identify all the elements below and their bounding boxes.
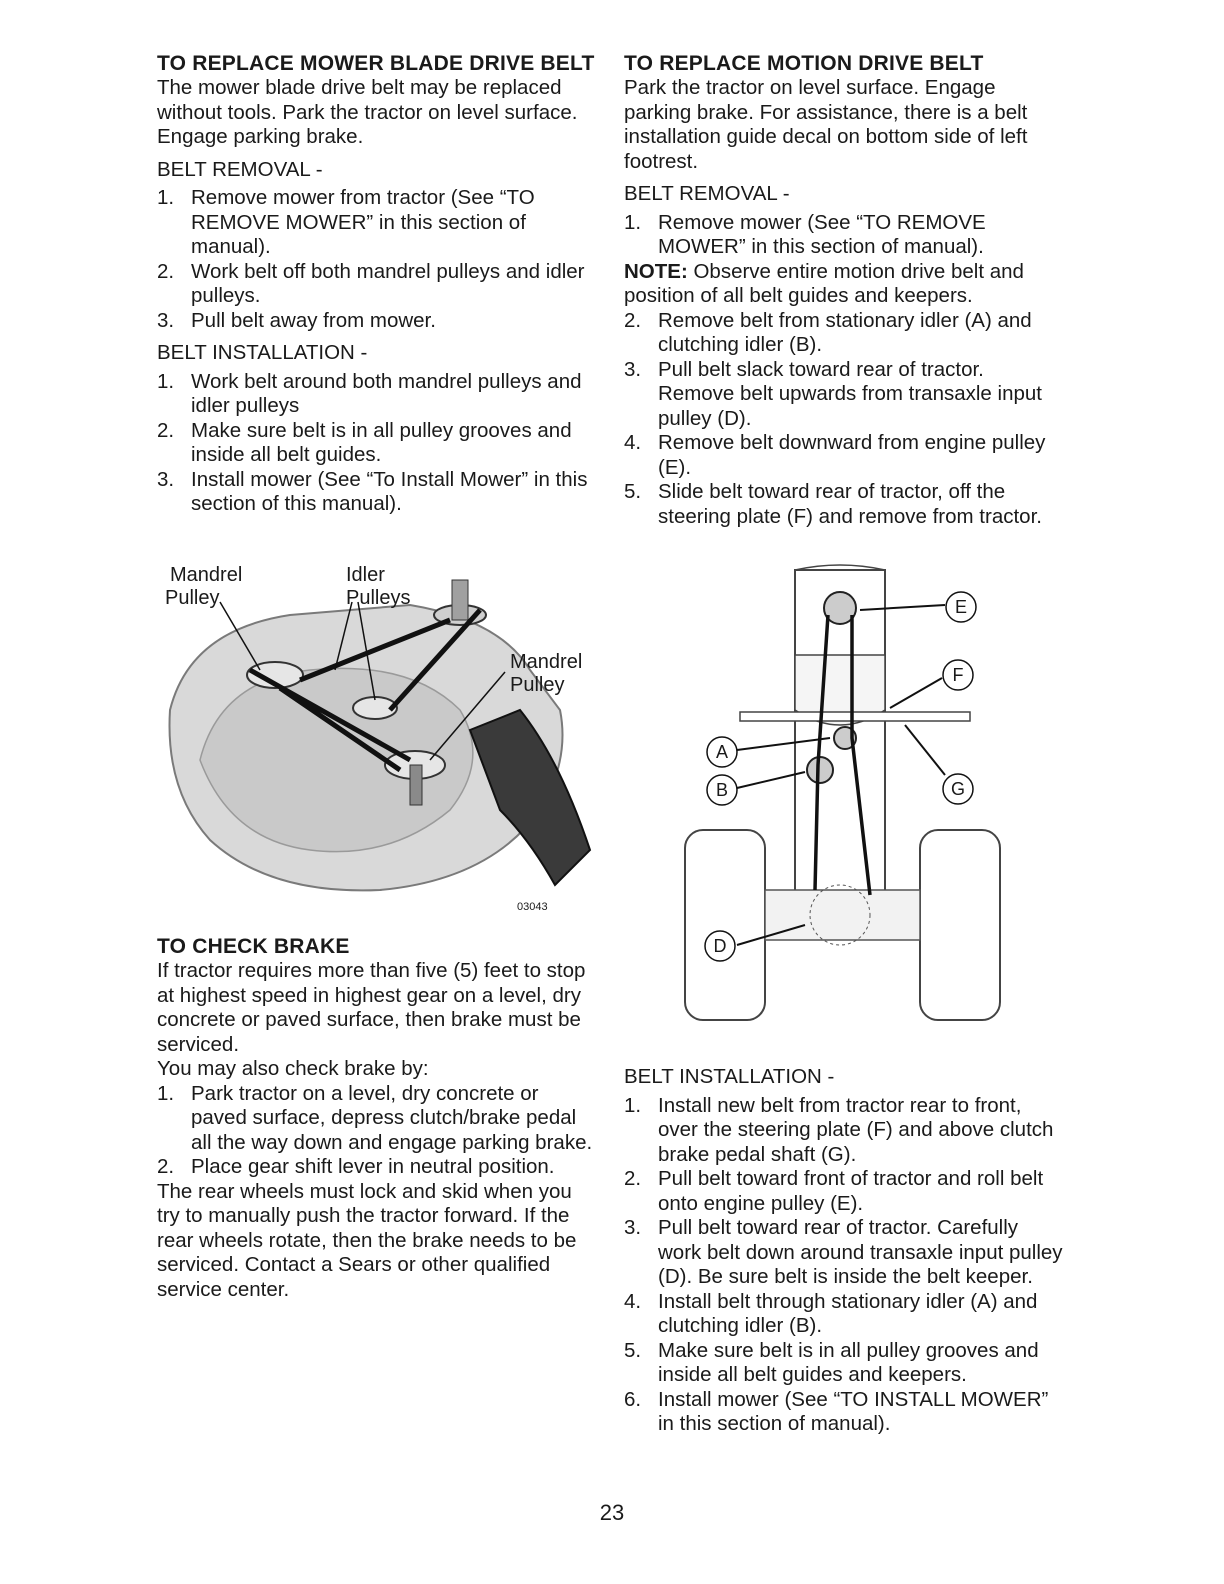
- list-item: 1. Remove mower (See “TO REMOVE MOWER” in this section of manual).: [624, 210, 986, 258]
- note-text: Observe entire motion drive belt and position of all belt guides and keepers.: [624, 259, 1024, 307]
- list-item: 2. Place gear shift lever in neutral position.: [157, 1155, 555, 1178]
- list-item: 3. Install mower (See “To Install Mower” in this section of this manual).: [157, 467, 588, 515]
- brake-steps: [157, 1082, 597, 1180]
- motion-belt-install-heading: BELT INSTALLATION -: [624, 1065, 835, 1088]
- brake-section: [157, 935, 597, 1302]
- left-rear-wheel-shape: [685, 830, 765, 1020]
- label-mandrel-right-2: Pulley: [510, 674, 565, 696]
- callout-d: D: [713, 936, 727, 956]
- mower-belt-intro: The mower blade drive belt may be replaced without tools. Park the tractor on level surface. Engage parking brake.: [157, 76, 578, 148]
- motion-belt-heading: TO REPLACE MOTION DRIVE BELT: [624, 52, 984, 75]
- mower-belt-heading: TO REPLACE MOWER BLADE DRIVE BELT: [157, 52, 595, 75]
- brake-also: You may also check brake by:: [157, 1057, 429, 1080]
- callout-g: G: [950, 779, 966, 799]
- motion-belt-install-steps: [624, 1094, 1064, 1437]
- note-label: NOTE:: [624, 259, 688, 283]
- mower-belt-removal-heading: BELT REMOVAL -: [157, 157, 323, 181]
- label-idler-2: Pulleys: [346, 587, 411, 609]
- mower-deck-figure: [160, 560, 600, 920]
- list-item: 5. Make sure belt is in all pulley grooves and inside all belt guides and keepers.: [624, 1338, 1039, 1386]
- list-item: 2. Make sure belt is in all pulley grooves and inside all belt guides.: [157, 418, 572, 466]
- mower-belt-install-steps: [157, 370, 597, 517]
- motion-belt-intro: Park the tractor on level surface. Engage parking brake. For assistance, there is a belt installation guide decal on bottom side of left footrest.: [624, 76, 1028, 173]
- list-item: 2. Pull belt toward front of tractor and roll belt onto engine pulley (E).: [624, 1167, 1044, 1215]
- callout-f: F: [952, 665, 964, 685]
- motion-belt-note: [624, 260, 1064, 309]
- motion-belt-install-section: [624, 1065, 1064, 1437]
- pedal-shaft-shape: [740, 712, 970, 721]
- label-mandrel-right-1: Mandrel: [510, 651, 583, 673]
- callout-b: B: [715, 780, 729, 800]
- list-item: 1. Remove mower from tractor (See “TO REMOVE MOWER” in this section of manual).: [157, 186, 535, 258]
- list-item: 3. Pull belt away from mower.: [157, 308, 436, 332]
- page-number: 23: [599, 1500, 625, 1525]
- brake-closing: The rear wheels must lock and skid when you try to manually push the tractor forward. If the rear wheels rotate, then the brake needs to be serviced. Contact a Sears or other qualified service center.: [157, 1179, 577, 1301]
- callout-a: A: [715, 742, 729, 762]
- list-item: 4. Install belt through stationary idler (A) and clutching idler (B).: [624, 1289, 1038, 1337]
- list-item: 3. Pull belt slack toward rear of tractor. Remove belt upwards from transaxle input pulley (D).: [624, 357, 1042, 430]
- list-item: 4. Remove belt downward from engine pulley (E).: [624, 431, 1046, 479]
- list-item: 1. Work belt around both mandrel pulleys and idler pulleys: [157, 369, 582, 417]
- left-column: [157, 52, 597, 517]
- mower-belt-install-heading: BELT INSTALLATION -: [157, 341, 368, 364]
- label-mandrel-left-1: Mandrel: [170, 564, 243, 586]
- label-mandrel-left-2: Pulley: [165, 587, 220, 609]
- list-item: 1. Install new belt from tractor rear to front, over the steering plate (F) and above clutch brake pedal shaft (G).: [624, 1093, 1054, 1166]
- right-rear-wheel-shape: [920, 830, 1000, 1020]
- motion-belt-removal-step-1: [624, 211, 1064, 260]
- transaxle-shape: [765, 890, 920, 940]
- list-item: 3. Pull belt toward rear of tractor. Carefully work belt down around transaxle input pulley (D). Be sure belt is inside the belt keeper.: [624, 1216, 1063, 1288]
- motion-belt-removal-heading: BELT REMOVAL -: [624, 182, 790, 205]
- figure-code: 03043: [517, 901, 548, 913]
- list-item: 1. Park tractor on a level, dry concrete or paved surface, depress clutch/brake pedal all the way down and engage parking brake.: [157, 1081, 593, 1154]
- label-idler-1: Idler: [346, 564, 385, 586]
- list-item: 2. Remove belt from stationary idler (A) and clutching idler (B).: [624, 308, 1032, 356]
- list-item: 2. Work belt off both mandrel pulleys and idler pulleys.: [157, 259, 585, 307]
- list-item: 6. Install mower (See “TO INSTALL MOWER” in this section of manual).: [624, 1387, 1049, 1435]
- brake-heading: TO CHECK BRAKE: [157, 935, 350, 958]
- mower-belt-removal-steps: [157, 186, 597, 333]
- right-column: [624, 52, 1064, 529]
- motion-belt-removal-steps: [624, 309, 1064, 530]
- brake-intro: If tractor requires more than five (5) feet to stop at highest speed in highest gear on a level, dry concrete or paved surface, then brake must be serviced.: [157, 959, 586, 1056]
- callout-e: E: [954, 597, 968, 617]
- list-item: 5. Slide belt toward rear of tractor, off the steering plate (F) and remove from tractor.: [624, 480, 1042, 528]
- tractor-belt-figure: [680, 560, 1040, 1050]
